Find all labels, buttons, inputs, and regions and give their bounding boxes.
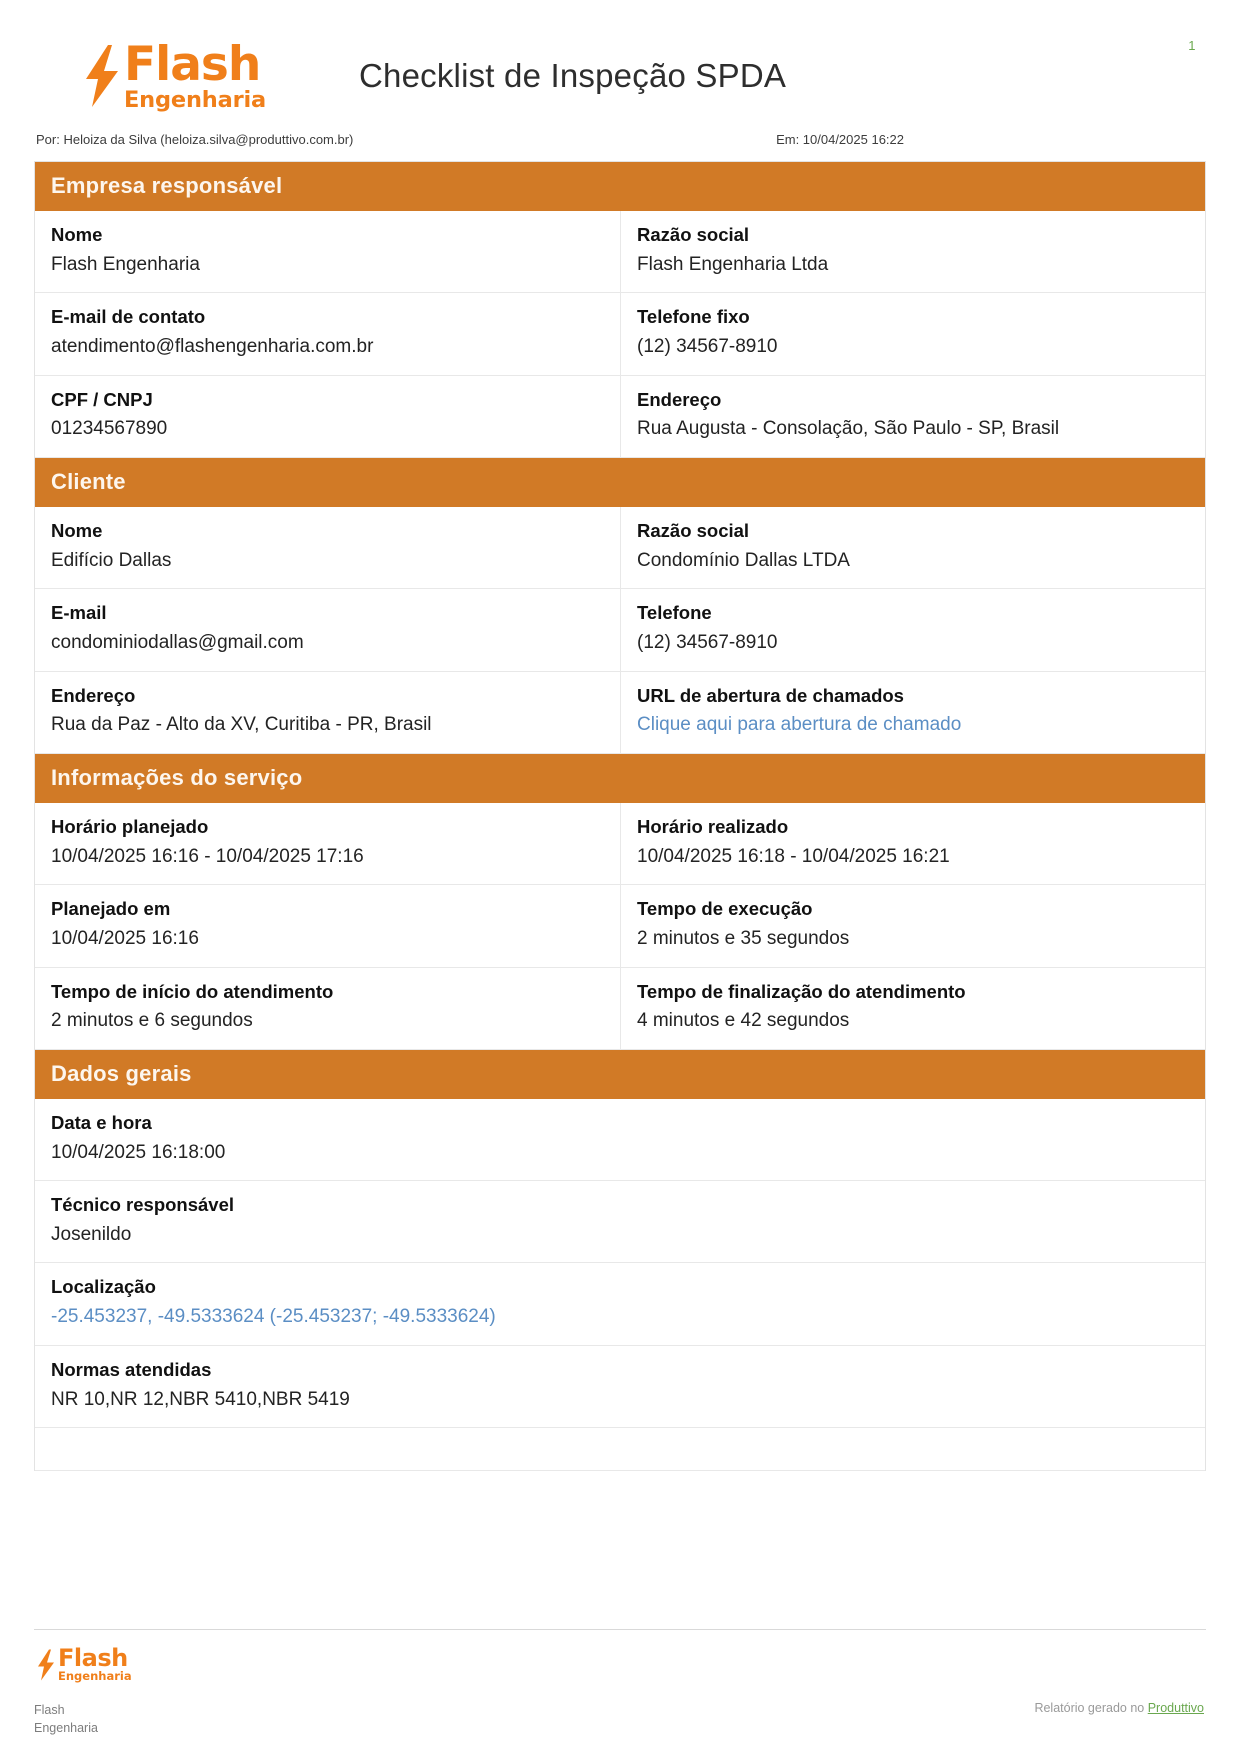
- page-number: 1: [1188, 38, 1196, 53]
- field-value: 10/04/2025 16:18:00: [51, 1141, 226, 1163]
- field-value: 01234567890: [51, 418, 168, 440]
- field-value: (12) 34567-8910: [637, 336, 778, 358]
- field-label: Nome: [51, 519, 103, 541]
- field-value[interactable]: Clique aqui para abertura de chamado: [637, 714, 962, 736]
- table-row: [35, 968, 1205, 1050]
- field-value: NR 10,NR 12,NBR 5410,NBR 5419: [51, 1388, 350, 1410]
- field-label: URL de abertura de chamados: [637, 684, 904, 706]
- field-label: Endereço: [51, 684, 136, 706]
- field-label: E-mail: [51, 602, 107, 624]
- table-row: [35, 1346, 1205, 1428]
- lightning-bolt-icon: [36, 1649, 56, 1681]
- table-row: [35, 803, 1205, 885]
- field-cpf-cnpj: [35, 376, 620, 457]
- field-value: 2 minutos e 35 segundos: [637, 928, 850, 949]
- field-tempo-de-finalizacao-do-atendimento: [620, 968, 1205, 1049]
- table-row: [35, 885, 1205, 967]
- field-label: Razão social: [637, 224, 750, 245]
- section-header-dados-gerais: Dados gerais: [35, 1050, 1205, 1099]
- table-row: [35, 1181, 1205, 1263]
- field-value: 10/04/2025 16:16 - 10/04/2025 17:16: [51, 845, 364, 867]
- field-label: Localização: [51, 1276, 156, 1298]
- table-row: [35, 1099, 1205, 1181]
- spacer-cell: [35, 1428, 1205, 1470]
- report-sheet: [34, 161, 1206, 1471]
- field-label: Data e hora: [51, 1111, 152, 1133]
- field-label: Nome: [51, 224, 103, 245]
- field-value: atendimento@flashengenharia.com.br: [51, 336, 374, 358]
- field-data-e-hora: [35, 1099, 1205, 1180]
- field-horario-realizado: [620, 803, 1205, 884]
- field-razao-social: [620, 507, 1205, 588]
- byline: [34, 120, 1206, 147]
- field-telefone-fixo: [620, 293, 1205, 374]
- field-value: -25.453237, -49.5333624 (-25.453237; -49.5333624): [51, 1306, 496, 1328]
- footer-logo-company-subtitle: Engenharia: [58, 1669, 132, 1684]
- field-planejado-em: [35, 885, 620, 966]
- footer-company-line-1: Flash: [34, 1702, 65, 1717]
- field-razao-social: [620, 211, 1205, 292]
- report-footer: [34, 1629, 1206, 1737]
- section-header-informacoes-do-servico: Informações do serviço: [35, 754, 1205, 803]
- byline-author: Por: Heloiza da Silva (heloiza.silva@produttivo.com.br): [36, 132, 354, 147]
- table-row: [35, 211, 1205, 293]
- field-label: Endereço: [637, 388, 722, 410]
- field-label: Horário realizado: [637, 815, 789, 837]
- field-value: 4 minutos e 42 segundos: [637, 1010, 850, 1032]
- table-row: [35, 376, 1205, 458]
- field-endereco: [35, 672, 620, 753]
- field-label: Tempo de início do atendimento: [51, 980, 334, 1002]
- table-row: [35, 672, 1205, 754]
- report-header: [34, 0, 1206, 120]
- field-value: Flash Engenharia: [51, 253, 200, 275]
- field-e-mail: [35, 589, 620, 670]
- table-row: [35, 293, 1205, 375]
- section-header-empresa-responsavel: Empresa responsável: [35, 162, 1205, 211]
- table-row: [35, 507, 1205, 589]
- field-tempo-de-inicio-do-atendimento: [35, 968, 620, 1049]
- field-value: Flash Engenharia Ltda: [637, 253, 829, 275]
- footer-credit: [1034, 1701, 1206, 1715]
- field-value: Edifício Dallas: [51, 549, 172, 571]
- field-nome: [35, 211, 620, 292]
- field-label: Tempo de execução: [637, 898, 813, 920]
- field-horario-planejado: [35, 803, 620, 884]
- field-label: Horário planejado: [51, 815, 209, 837]
- footer-company-line-2: Engenharia: [34, 1720, 98, 1735]
- page-title: Checklist de Inspeção SPDA: [359, 57, 787, 94]
- field-normas-atendidas: [35, 1346, 1205, 1427]
- field-telefone: [620, 589, 1205, 670]
- field-value: Rua da Paz - Alto da XV, Curitiba - PR, Brasil: [51, 714, 432, 736]
- field-value: 2 minutos e 6 segundos: [51, 1010, 253, 1032]
- field-tempo-de-execucao: [620, 885, 1205, 966]
- section-header-cliente: Cliente: [35, 458, 1205, 507]
- produttivo-link[interactable]: Produttivo: [1147, 1700, 1204, 1715]
- field-e-mail-de-contato: [35, 293, 620, 374]
- footer-credit-prefix: Relatório gerado no: [1034, 1700, 1148, 1715]
- field-label: Telefone fixo: [637, 306, 750, 328]
- field-tecnico-responsavel: [35, 1181, 1205, 1262]
- field-value: Rua Augusta - Consolação, São Paulo - SP, Brasil: [637, 418, 1060, 440]
- table-row: [35, 1263, 1205, 1345]
- field-value: Condomínio Dallas LTDA: [637, 549, 850, 571]
- field-value: 10/04/2025 16:16: [51, 928, 199, 949]
- field-value: condominiodallas@gmail.com: [51, 632, 304, 654]
- table-row: [35, 589, 1205, 671]
- field-label: Razão social: [637, 519, 750, 541]
- field-label: Tempo de finalização do atendimento: [637, 980, 966, 1002]
- field-label: CPF / CNPJ: [51, 388, 153, 410]
- lightning-bolt-icon: [82, 45, 122, 107]
- field-value: Josenildo: [51, 1223, 132, 1245]
- footer-company-text: [34, 1701, 98, 1737]
- table-row-spacer: [35, 1428, 1205, 1471]
- field-label: Normas atendidas: [51, 1358, 212, 1380]
- field-endereco: [620, 376, 1205, 457]
- byline-generated-at: Em: 10/04/2025 16:22: [776, 132, 904, 147]
- logo-company-subtitle: Engenharia: [124, 86, 266, 113]
- field-nome: [35, 507, 620, 588]
- footer-company-logo: [36, 1646, 1206, 1683]
- field-label: E-mail de contato: [51, 306, 206, 328]
- company-logo: [82, 36, 297, 113]
- field-url-de-abertura-de-chamados: [620, 672, 1205, 753]
- logo-company-name: Flash: [124, 36, 261, 92]
- field-label: Planejado em: [51, 898, 171, 920]
- field-label: Técnico responsável: [51, 1194, 235, 1216]
- field-localizacao: [35, 1263, 1205, 1344]
- footer-divider: [34, 1629, 1206, 1630]
- field-value: 10/04/2025 16:18 - 10/04/2025 16:21: [637, 845, 950, 867]
- footer-logo-company-name: Flash: [58, 1644, 128, 1673]
- field-label: Telefone: [637, 602, 712, 624]
- field-value: (12) 34567-8910: [637, 632, 778, 654]
